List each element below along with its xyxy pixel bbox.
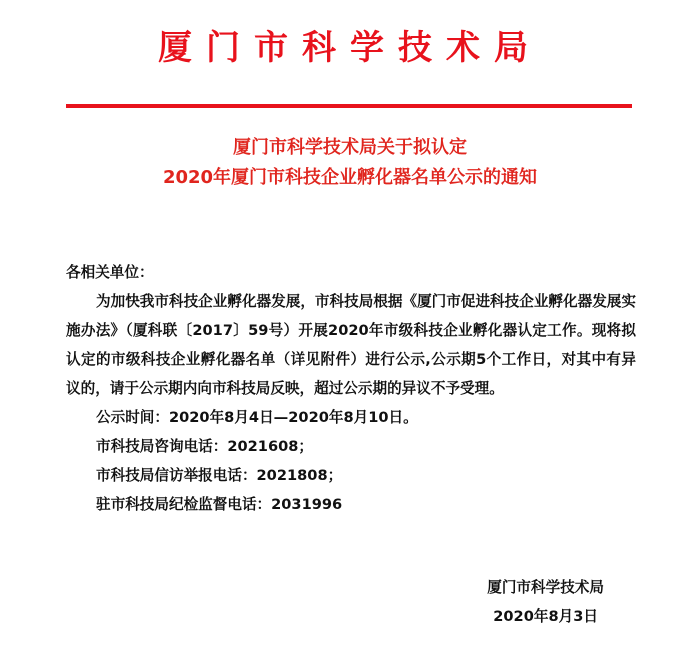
consult-phone: 市科技局咨询电话：2021608；: [96, 438, 314, 455]
report-phone: 市科技局信访举报电话：2021808；: [96, 467, 343, 484]
supervision-phone: 驻市科技局纪检监督电话：2031996: [96, 496, 343, 513]
signature-date: 2020年8月3日: [493, 608, 598, 625]
title-line-2: 2020年厦门市科技企业孵化器名单公示的通知: [162, 167, 538, 188]
title-line-1: 厦门市科学技术局关于拟认定: [233, 137, 467, 158]
salutation: 各相关单位：: [66, 264, 154, 281]
main-paragraph: 为加快我市科技企业孵化器发展，市科技局根据《厦门市促进科技企业孵化器发展实施办法》（厦科联〔2017〕59号）开展2020年市级科技企业孵化器认定工作。现将拟认定的市级科技企业孵化器名单（详见附件）进行公示,公示期5个工作日，对其中有异议的，请于公示期内向市科技局反映，超过公示期的异议不予受理。: [66, 293, 636, 397]
org-masthead: 厦门市科学技术局: [158, 28, 542, 68]
signature-org: 厦门市科学技术局: [487, 579, 604, 596]
document-title: [0, 133, 700, 193]
document-body: [66, 258, 636, 519]
notice-period: 公示时间：2020年8月4日—2020年8月10日。: [96, 409, 418, 426]
red-divider-line: [66, 104, 632, 108]
signature-block: [487, 573, 604, 631]
